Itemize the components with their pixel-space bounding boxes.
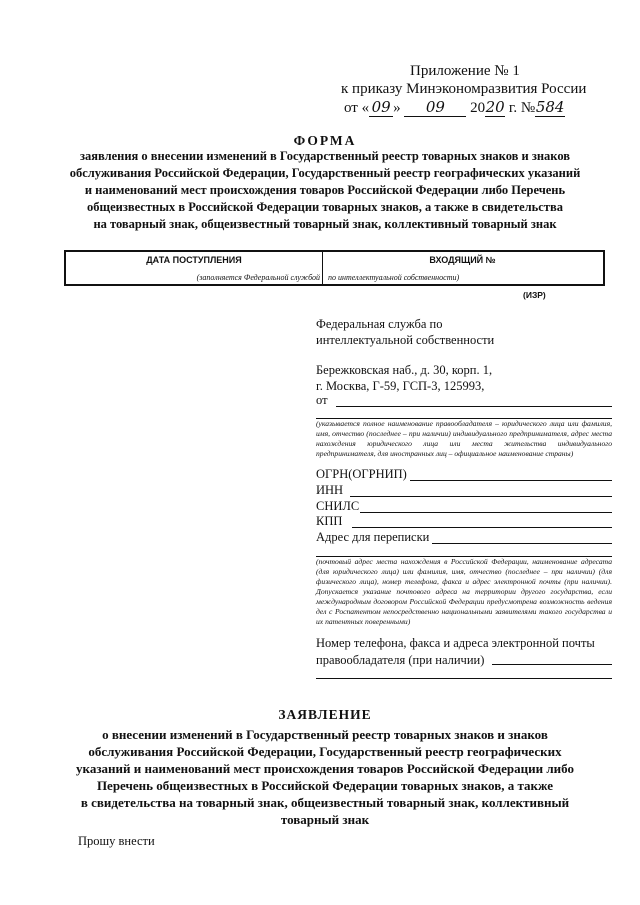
phone-input[interactable] xyxy=(492,664,612,665)
correspondence-input[interactable] xyxy=(432,543,612,544)
statement-title: ЗАЯВЛЕНИЕ xyxy=(278,707,372,722)
form-title: ФОРМА xyxy=(293,133,357,148)
appendix-date-line xyxy=(328,98,628,117)
receipt-incoming-header: ВХОДЯЩИЙ № xyxy=(429,255,496,265)
date-day: 09 xyxy=(369,98,393,117)
inn-label: ИНН xyxy=(316,483,344,497)
snils-label: СНИЛС xyxy=(316,499,360,513)
correspondence-label: Адрес для переписки xyxy=(316,530,430,544)
receipt-date-header: ДАТА ПОСТУПЛЕНИЯ xyxy=(146,255,242,265)
form-subtitle-line: заявления о внесении изменений в Государственный реестр товарных знаков и знаков xyxy=(79,149,571,163)
form-subtitle-line: на товарный знак, общеизвестный товарный знак, коллективный товарный знак xyxy=(93,217,557,231)
date-year: 20 xyxy=(485,98,505,116)
receipt-incoming-cell[interactable] xyxy=(322,252,603,284)
date-prefix: от « xyxy=(344,100,370,116)
kpp-label: КПП xyxy=(316,514,343,528)
kpp-input[interactable] xyxy=(352,527,612,528)
statement-subtitle-line: товарный знак xyxy=(280,812,370,827)
form-subtitle-line: общеизвестных в Российской Федерации товарных знаков, а также в свидетельства xyxy=(87,200,563,214)
appendix-title: Приложение № 1 xyxy=(410,63,520,79)
statement-subtitle-line: Перечень общеизвестных в Российской Федерации товарных знаков, а также xyxy=(96,778,554,793)
from-input-line[interactable] xyxy=(336,406,612,407)
addressee-address-line: г. Москва, Г-59, ГСП-3, 125993, xyxy=(316,379,485,393)
holder-note: (указывается полное наименование правообладателя – юридического лица или фамилия, имя, отчество (последнее – при наличии) индивидуального предпринимателя, адрес места нахождения юридического лица или места жительства индивидуального предпринимателя, для иностранных лиц – официальное наименование страны) xyxy=(316,419,612,458)
order-number: 584 xyxy=(535,98,565,116)
statement-subtitle-line: указаний и наименований мест происхождения товаров Российской Федерации либо xyxy=(76,761,574,776)
snils-input[interactable] xyxy=(360,512,612,513)
addressee-org xyxy=(316,316,612,348)
request-text: Прошу внести xyxy=(78,834,155,848)
addressee-address-line: Бережковская наб., д. 30, корп. 1, xyxy=(316,363,493,377)
phone-label-line: правообладателя (при наличии) xyxy=(316,653,485,667)
addressee-org-line: интеллектуальной собственности xyxy=(316,333,495,347)
receipt-note-left: (заполняется Федеральной службой xyxy=(196,273,320,282)
receipt-box xyxy=(64,250,605,286)
appendix-header xyxy=(328,62,628,117)
form-subtitle-line: обслуживания Российской Федерации, Государственный реестр географических указаний xyxy=(69,166,581,180)
from-label: от xyxy=(316,393,328,407)
date-day-suffix: » xyxy=(393,100,401,116)
statement-subtitle-line: о внесении изменений в Государственный реестр товарных знаков и знаков xyxy=(102,727,548,742)
appendix-order: к приказу Минэкономразвития России xyxy=(341,81,587,97)
phone-input-2[interactable] xyxy=(316,678,612,679)
receipt-date-cell[interactable] xyxy=(66,252,323,284)
receipt-note-right: по интеллектуальной собственности) xyxy=(328,273,460,282)
inn-input[interactable] xyxy=(350,496,612,497)
ogrn-input[interactable] xyxy=(410,480,612,481)
statement-subtitle-line: в свидетельства на товарный знак, общеизвестный товарный знак, коллективный xyxy=(80,795,570,810)
addressee-org-line: Федеральная служба по xyxy=(316,317,443,331)
date-month: 09 xyxy=(404,98,466,117)
phone-label-line: Номер телефона, факса и адреса электронной почты xyxy=(316,636,595,650)
form-subtitle xyxy=(40,148,610,233)
order-number-prefix: г. № xyxy=(508,100,536,116)
form-subtitle-line: и наименований мест происхождения товаров Российской Федерации либо Перечень xyxy=(84,183,566,197)
statement-subtitle-line: обслуживания Российской Федерации, Государственный реестр географических xyxy=(88,744,562,759)
addressee-address xyxy=(316,362,612,394)
statement-subtitle xyxy=(40,726,610,828)
postal-note: (почтовый адрес места нахождения в Российской Федерации, наименование адресата (для юридического лица) или фамилия, имя, отчество (последнее – при наличии) (для физического лица), номер телефона, факса и адрес электронной почты (при наличии). Допускается указание почтового адреса на территории другого государства, если международным договором Российской Федерации предусмотрена возможность ведения дел с Роспатентом непосредственно национальными заявителями такого государства и их патентных поверенными) xyxy=(316,557,612,626)
date-year-prefix: 20 xyxy=(470,100,486,116)
ogrn-label: ОГРН(ОГРНИП) xyxy=(316,467,407,481)
izr-label: (ИЗР) xyxy=(523,290,546,300)
